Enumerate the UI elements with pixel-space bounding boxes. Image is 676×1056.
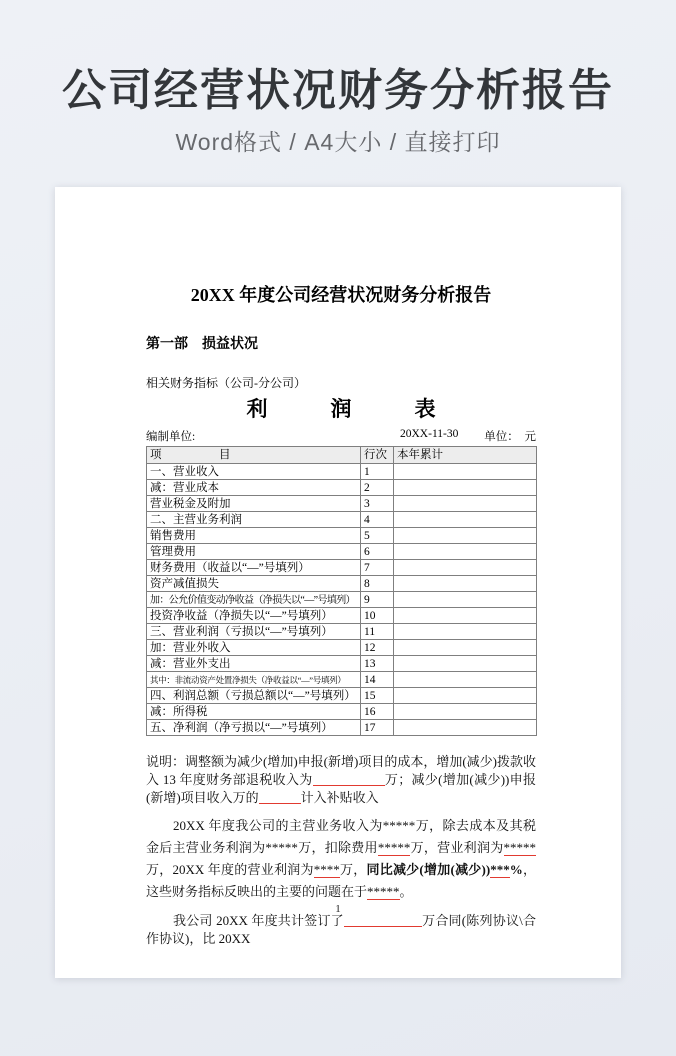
contract-paragraph	[146, 912, 536, 948]
text-segment: 。	[399, 884, 413, 899]
table-row	[147, 480, 537, 496]
column-header-ytd: 本年累计	[394, 447, 537, 464]
text-segment: ****	[313, 862, 340, 877]
item-cell: 减：营业外支出	[147, 656, 361, 672]
line-cell: 4	[361, 512, 394, 528]
banner-title: 公司经营状况财务分析报告	[62, 66, 614, 115]
profit-table-body	[147, 464, 537, 736]
value-cell	[394, 688, 537, 704]
text-segment: 我公司 20XX 年度共计签订了	[173, 913, 344, 928]
blank-field	[344, 914, 422, 927]
indicator-label: 相关财务指标（公司-分公司）	[146, 376, 306, 390]
table-row	[147, 592, 537, 608]
blank-field	[259, 791, 301, 804]
line-cell: 12	[361, 640, 394, 656]
text-segment: 说明：调整额为减少(增加)申报(新增)项目的成本，增加(减少)拨款收入 13 年度财务部退税收入为	[146, 754, 536, 787]
profit-table-title: 利 润 表	[246, 397, 436, 421]
table-row	[147, 720, 537, 736]
value-cell	[394, 720, 537, 736]
value-cell	[394, 672, 537, 688]
item-cell: 管理费用	[147, 544, 361, 560]
profit-table	[146, 446, 537, 736]
line-cell: 7	[361, 560, 394, 576]
table-row	[147, 528, 537, 544]
line-cell: 15	[361, 688, 394, 704]
table-row	[147, 512, 537, 528]
table-row	[147, 496, 537, 512]
line-cell: 13	[361, 656, 394, 672]
item-cell: 投资净收益（净损失以“—”号填列）	[147, 608, 361, 624]
text-segment: 万合同(陈列协议\合作协议)，比 20XX	[146, 913, 536, 946]
unit-label: 单位： 元	[484, 431, 536, 443]
line-cell: 1	[361, 464, 394, 480]
item-cell: 减：所得税	[147, 704, 361, 720]
value-cell	[394, 464, 537, 480]
value-cell	[394, 496, 537, 512]
value-cell	[394, 512, 537, 528]
page-number: 1	[335, 903, 341, 915]
line-cell: 14	[361, 672, 394, 688]
text-segment: 万；减少(增加(减少))申报(新增)项目收入万的	[146, 772, 536, 805]
line-cell: 2	[361, 480, 394, 496]
table-row	[147, 656, 537, 672]
table-row	[147, 688, 537, 704]
line-cell: 9	[361, 592, 394, 608]
value-cell	[394, 608, 537, 624]
value-cell	[394, 544, 537, 560]
value-cell	[394, 592, 537, 608]
line-cell: 8	[361, 576, 394, 592]
text-segment: ***	[490, 862, 510, 877]
text-segment: *****	[367, 884, 400, 899]
item-cell: 减：营业成本	[147, 480, 361, 496]
banner-subtitle: Word格式 / A4大小 / 直接打印	[175, 129, 501, 155]
document-page	[55, 187, 621, 978]
line-cell: 10	[361, 608, 394, 624]
item-cell: 营业税金及附加	[147, 496, 361, 512]
text-segment: *****	[503, 840, 536, 855]
item-cell: 四、利润总额（亏损总额以“—”号填列）	[147, 688, 361, 704]
item-cell: 加：营业外收入	[147, 640, 361, 656]
text-segment: 万，营业利润为	[410, 840, 504, 855]
analysis-paragraph	[146, 815, 536, 903]
line-cell: 5	[361, 528, 394, 544]
text-segment: 计入补贴收入	[300, 790, 379, 805]
item-cell: 其中：非流动资产处置净损失（净收益以“—”号填列）	[147, 672, 361, 688]
line-cell: 16	[361, 704, 394, 720]
banner	[0, 0, 676, 157]
item-cell: 加：公允价值变动净收益（净损失以“—”号填列）	[147, 592, 361, 608]
text-segment: *****	[377, 840, 411, 855]
table-row	[147, 608, 537, 624]
column-header-item: 项 目	[147, 447, 361, 464]
text-segment: %	[509, 862, 523, 877]
table-row	[147, 704, 537, 720]
item-cell: 财务费用（收益以“—”号填列）	[147, 560, 361, 576]
text-segment: 20XX 年度我公司的主营业务收入为*****万，除去成本及其税金后主营业务利润为*****万，扣除费用	[146, 818, 536, 855]
value-cell	[394, 576, 537, 592]
value-cell	[394, 624, 537, 640]
table-row	[147, 544, 537, 560]
value-cell	[394, 480, 537, 496]
table-row	[147, 560, 537, 576]
table-row	[147, 672, 537, 688]
table-row	[147, 576, 537, 592]
text-segment: 万，20XX 年度的营业利润为	[146, 862, 314, 877]
note-paragraph	[146, 753, 536, 807]
text-segment: 万，	[339, 862, 367, 877]
document-title: 20XX 年度公司经营状况财务分析报告	[190, 285, 492, 305]
prepared-by-label: 编制单位:	[146, 431, 196, 443]
text-segment: 同比减少(增加(减少))	[366, 862, 491, 877]
line-cell: 6	[361, 544, 394, 560]
value-cell	[394, 704, 537, 720]
value-cell	[394, 528, 537, 544]
value-cell	[394, 560, 537, 576]
item-cell: 一、营业收入	[147, 464, 361, 480]
item-cell: 资产减值损失	[147, 576, 361, 592]
table-header-row	[147, 447, 537, 464]
line-cell: 17	[361, 720, 394, 736]
item-cell: 销售费用	[147, 528, 361, 544]
item-cell: 二、主营业务利润	[147, 512, 361, 528]
line-cell: 11	[361, 624, 394, 640]
table-meta-row	[146, 428, 536, 443]
blank-field	[313, 773, 385, 786]
item-cell: 三、营业利润（亏损以“—”号填列）	[147, 624, 361, 640]
table-row	[147, 624, 537, 640]
document-content	[146, 187, 536, 948]
column-header-line: 行次	[361, 447, 394, 464]
table-row	[147, 640, 537, 656]
item-cell: 五、净利润（净亏损以“—”号填列）	[147, 720, 361, 736]
value-cell	[394, 640, 537, 656]
table-row	[147, 464, 537, 480]
line-cell: 3	[361, 496, 394, 512]
value-cell	[394, 656, 537, 672]
report-date: 20XX-11-30	[400, 428, 459, 440]
text-segment: ，这些财务指标反映出的主要的问题在于	[146, 862, 536, 899]
section-heading: 第一部 损益状况	[146, 337, 258, 352]
